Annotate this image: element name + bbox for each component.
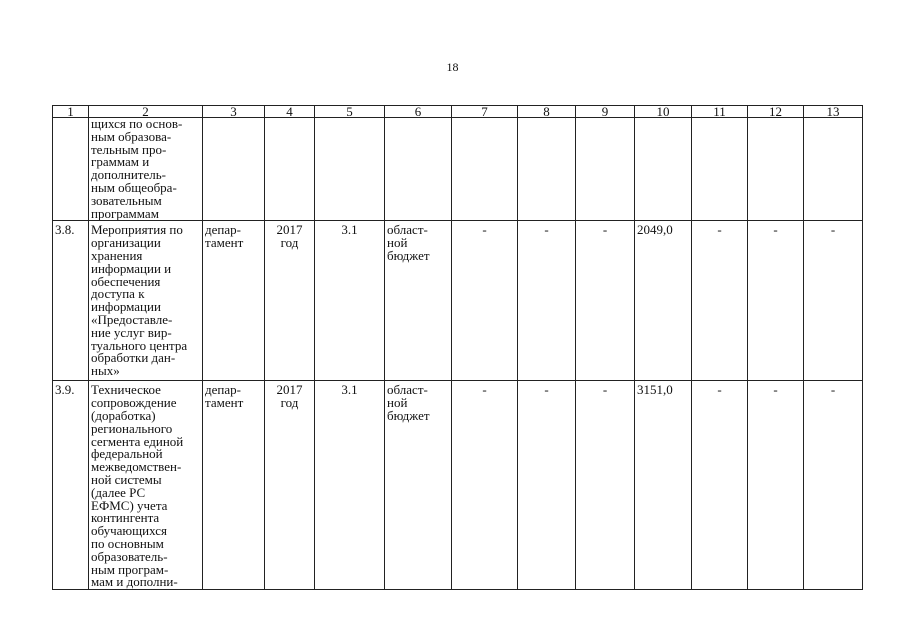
value-cell	[518, 118, 576, 221]
value-cell: -	[748, 381, 804, 590]
header-cell: 3	[203, 106, 265, 118]
value-cell: -	[692, 221, 748, 381]
table-row	[53, 221, 863, 381]
budget-table	[52, 105, 863, 590]
value-cell	[804, 118, 863, 221]
table-header-row	[53, 106, 863, 118]
table-row	[53, 381, 863, 590]
value-cell: -	[452, 221, 518, 381]
executor-cell	[203, 118, 265, 221]
year-cell: 2017 год	[265, 221, 315, 381]
value-cell: -	[692, 381, 748, 590]
table-row	[53, 118, 863, 221]
value-cell: -	[576, 381, 635, 590]
header-cell: 4	[265, 106, 315, 118]
value-cell: 3151,0	[635, 381, 692, 590]
value-cell	[635, 118, 692, 221]
page-number: 18	[446, 60, 459, 74]
header-cell: 1	[53, 106, 89, 118]
value-cell: -	[804, 221, 863, 381]
value-cell: -	[518, 381, 576, 590]
link-cell	[315, 118, 385, 221]
value-cell	[692, 118, 748, 221]
value-cell: -	[452, 381, 518, 590]
header-cell: 10	[635, 106, 692, 118]
header-cell: 8	[518, 106, 576, 118]
header-cell: 7	[452, 106, 518, 118]
value-cell: -	[804, 381, 863, 590]
row-number-cell: 3.9.	[53, 381, 89, 590]
source-cell: област- ной бюджет	[385, 221, 452, 381]
row-number-cell	[53, 118, 89, 221]
value-cell	[452, 118, 518, 221]
value-cell	[576, 118, 635, 221]
header-cell: 6	[385, 106, 452, 118]
header-cell: 9	[576, 106, 635, 118]
row-number-cell: 3.8.	[53, 221, 89, 381]
header-cell: 12	[748, 106, 804, 118]
executor-cell: депар- тамент	[203, 221, 265, 381]
executor-cell: депар- тамент	[203, 381, 265, 590]
measure-name-cell: Техническое сопровождение (доработка) регионального сегмента единой федеральной межведомствен- ной системы (далее РС ЕФМС) учета контингента обучающихся по основным образователь- ным програм- мам и дополни-	[89, 381, 203, 590]
header-cell: 13	[804, 106, 863, 118]
source-cell: област- ной бюджет	[385, 381, 452, 590]
value-cell: 2049,0	[635, 221, 692, 381]
year-cell	[265, 118, 315, 221]
header-cell: 5	[315, 106, 385, 118]
link-cell: 3.1	[315, 221, 385, 381]
year-cell: 2017 год	[265, 381, 315, 590]
value-cell: -	[576, 221, 635, 381]
value-cell: -	[518, 221, 576, 381]
value-cell: -	[748, 221, 804, 381]
measure-name-cell: щихся по основ- ным образова- тельным про- граммам и дополнитель- ным общеобра- зовательным программам	[89, 118, 203, 221]
measure-name-cell: Мероприятия по организации хранения информации и обеспечения доступа к информации «Предоставле- ние услуг вир- туального центра обработки дан- ных»	[89, 221, 203, 381]
header-cell: 11	[692, 106, 748, 118]
link-cell: 3.1	[315, 381, 385, 590]
header-cell: 2	[89, 106, 203, 118]
value-cell	[748, 118, 804, 221]
source-cell	[385, 118, 452, 221]
